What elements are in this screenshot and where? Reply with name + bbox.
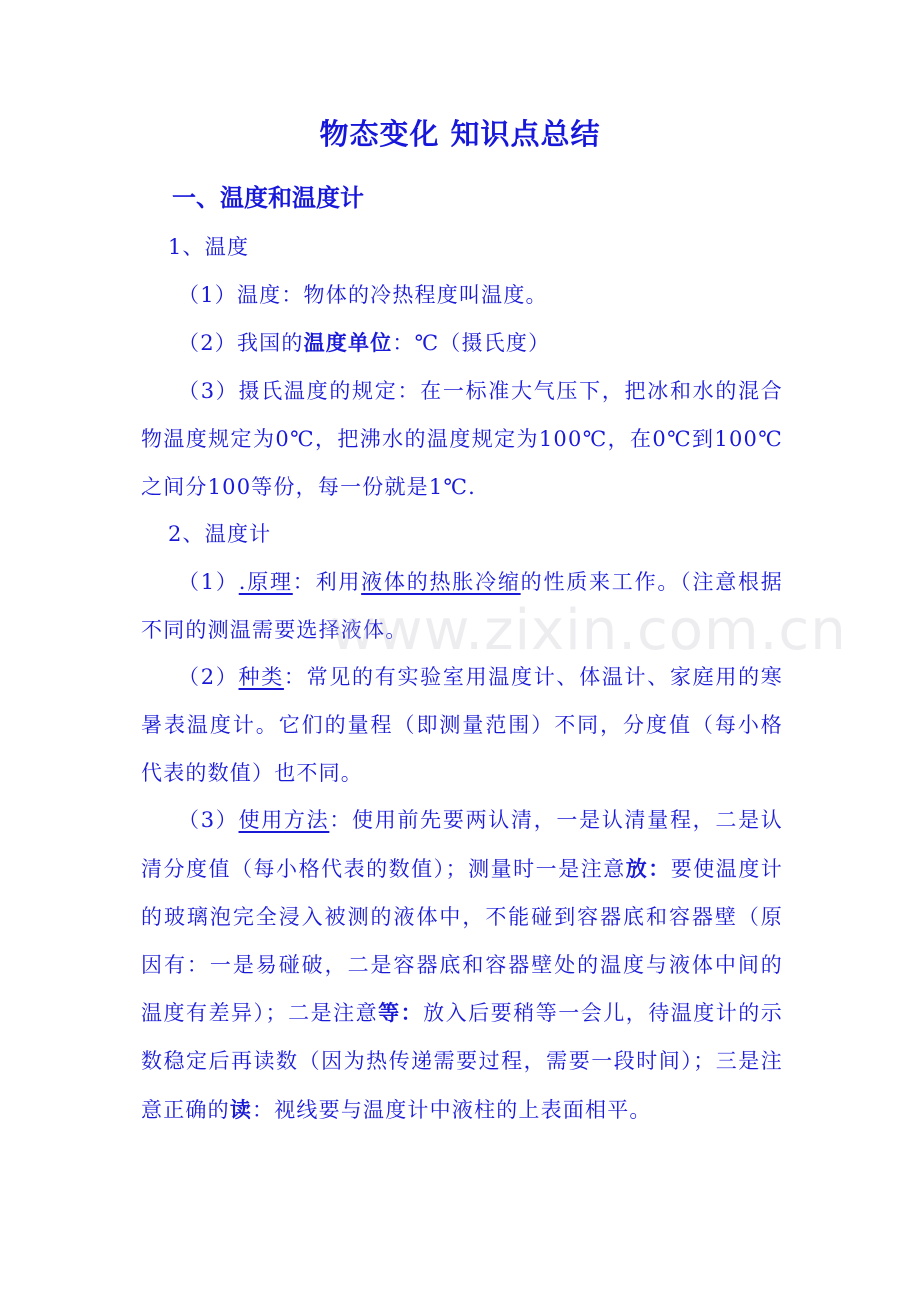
text-span: （1） [178, 569, 239, 594]
subheading-temperature: 1、温度 [168, 235, 250, 259]
text-span: ：利用 [292, 569, 362, 594]
text-span: ：使用前先要两认清，一是认清量程，二是认清分度值（每小格代表的数值）；测量时一是注意 [141, 808, 784, 882]
text-span: ：℃（摄氏度） [392, 331, 551, 356]
paragraph-usage [141, 797, 783, 1134]
underlined-term-types: 种类 [238, 665, 284, 690]
document-body [141, 224, 783, 1134]
text-span: （2） [178, 665, 239, 690]
bold-term-wait: 等： [378, 1000, 424, 1026]
text-span: ：常见的有实验室用温度计、体温计、家庭用的寒暑表温度计。它们的量程（即测量范围）不同，分度值（每小格代表的数值）也不同。 [141, 665, 783, 785]
underlined-term-principle: .原理 [238, 569, 293, 594]
text-span: ：视线要与温度计中液柱的上表面相平。 [252, 1097, 652, 1122]
paragraph-principle [141, 559, 783, 654]
underlined-term-usage: 使用方法 [238, 808, 330, 833]
section-heading-temperature: 一、温度和温度计 [172, 183, 364, 212]
text-span: 要使温度计的玻璃泡完全浸入被测的液体中，不能碰到容器底和容器壁（原因有：一是易碰破，二是容器底和容器壁处的温度与液体中间的温度有差异）；二是注意 [141, 857, 784, 1026]
underlined-term-expansion: 液体的热胀冷缩 [361, 569, 521, 594]
paragraph-temperature-definition: （1）温度：物体的冷热程度叫温度。 [178, 282, 548, 307]
paragraph-temperature-unit [141, 319, 783, 368]
paragraph-celsius-rule: （3）摄氏温度的规定：在一标准大气压下，把冰和水的混合物温度规定为0℃，把沸水的温度规定为100℃，在0℃到100℃之间分100等份，每一份就是1℃. [141, 379, 783, 499]
document-title: 物态变化 知识点总结 [319, 117, 601, 151]
bold-term-read: 读 [229, 1096, 253, 1122]
text-span: 放入后要稍等一会儿，待温度计的示数稳定后再读数（因为热传递需要过程，需要一段时间）；三是注意正确的 [141, 1001, 784, 1122]
paragraph-types [141, 654, 783, 797]
bold-term-place: 放： [625, 856, 671, 882]
bold-term-unit: 温度单位 [303, 330, 393, 356]
watermark: www.zixin.com.cn [330, 598, 847, 663]
text-span: （2）我国的 [178, 331, 304, 356]
subheading-thermometer: 2、温度计 [168, 522, 272, 547]
text-span: （3） [178, 808, 239, 833]
text-span: 的性质来工作。（注意根据不同的测温需要选择液体。 [141, 569, 784, 642]
